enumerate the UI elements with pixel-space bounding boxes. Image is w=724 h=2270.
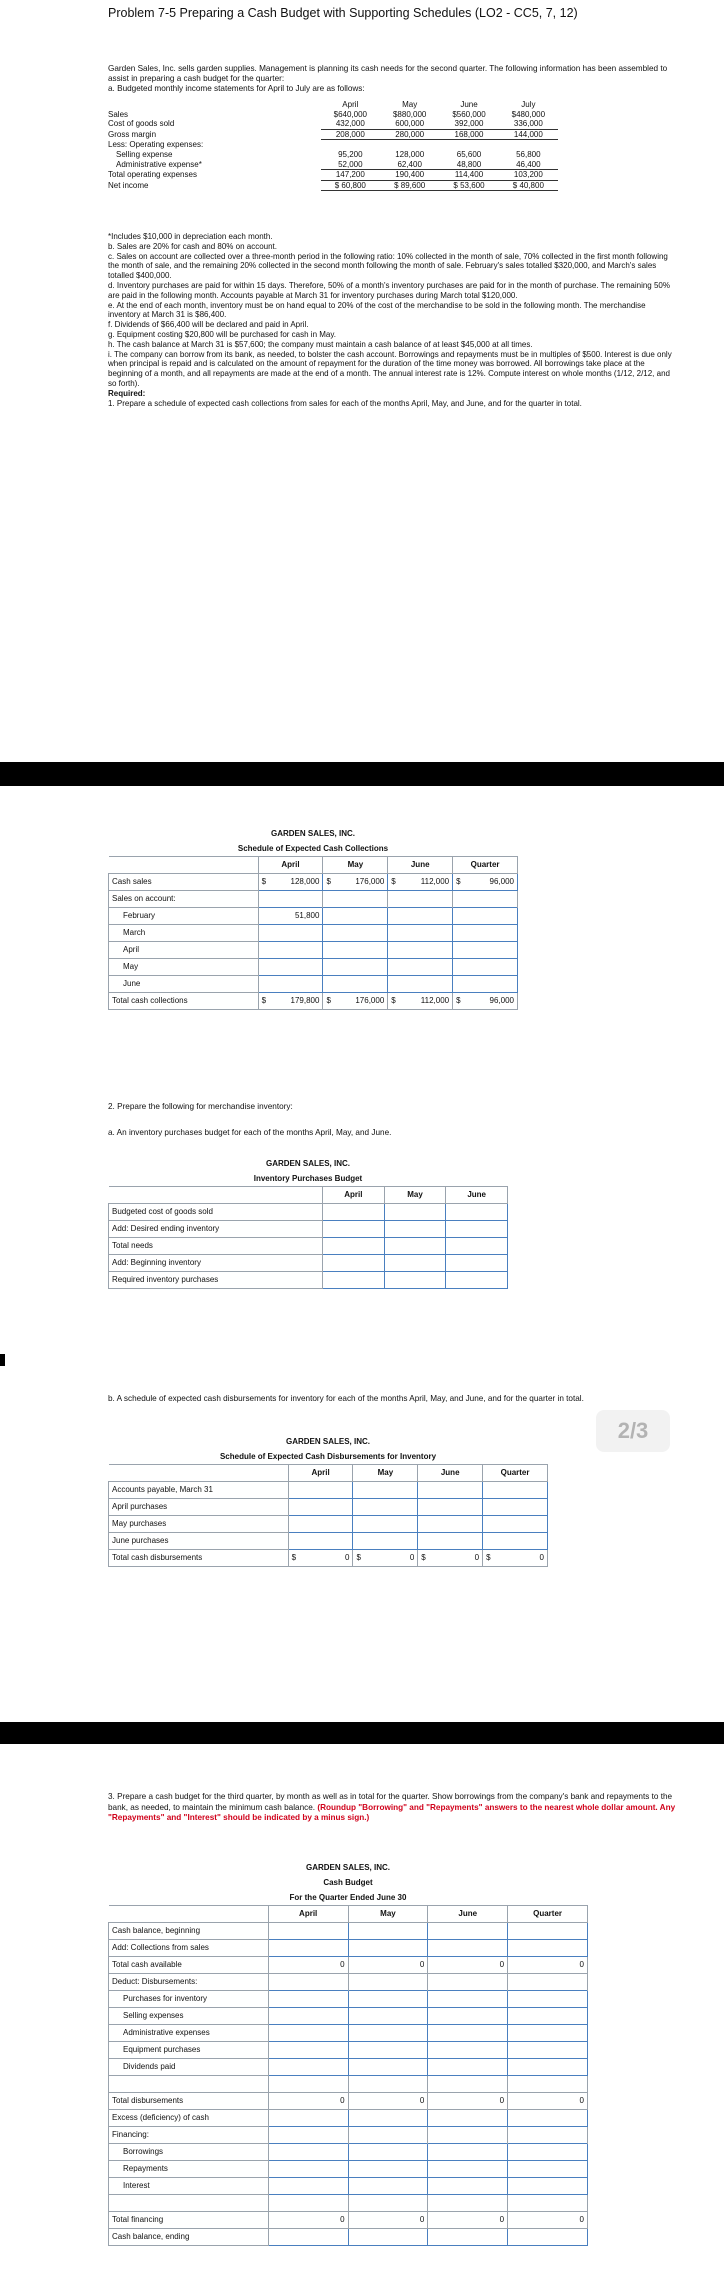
note-d: d. Inventory purchases are paid for within 15 days. Therefore, 50% of a month's inventory purchases are paid for in the month of purchase. The remaining 50% are paid in the following month. Accounts payable at March 31 for inventory purchases during March total $120,000. [108, 280, 670, 300]
is-row-total-opex: Total operating expenses 147,200 190,400 114,400 103,200 [108, 170, 558, 181]
cb-row-admin: Administrative expenses [109, 2024, 588, 2041]
collections-row-may: May [109, 958, 518, 975]
collections-row-february: February 51,800 [109, 907, 518, 924]
collections-row-total: Total cash collections $ 179,800 $ 176,000 $ 112,000 $ 96,000 [109, 992, 518, 1009]
note-b: b. Sales are 20% for cash and 80% on account. [108, 241, 277, 251]
note-footnote: *Includes $10,000 in depreciation each month. [108, 232, 273, 241]
cb-row-repayments: Repayments [109, 2160, 588, 2177]
collections-row-on-account: Sales on account: [109, 890, 518, 907]
feb-may-input[interactable] [323, 907, 388, 924]
intro-text: Garden Sales, Inc. sells garden supplies. Management is planning its cash needs for the second quarter. The following information has been assembled to assist in preparing a cash budget for the quarter: a. Budgeted monthly income statements for April to July are as follows: [108, 64, 678, 94]
feb-quarter-input[interactable] [453, 907, 518, 924]
purchases-row-desired-ending: Add: Desired ending inventory [109, 1220, 508, 1237]
cash-budget-table: GARDEN SALES, INC. Cash Budget For the Quarter Ended June 30 April May June Quarter Cash balance, beginning Add: Collections from sales Total cash available 0 0 0 0 Deduct: Disbursements: Purchases for inventory Selling expenses Administrative expenses Equipment purchases Dividends paid Total disbursements 0 0 0 0 Excess (deficiency) of cash Financing: Borrowings Repayments Interest Total financing 0 0 0 0 Cash balance, ending [108, 1860, 588, 2246]
requirement-2: 2. Prepare the following for merchandise inventory: [108, 1102, 293, 1111]
cb-row-beginning: Cash balance, beginning [109, 1922, 588, 1939]
page-divider-2 [0, 1722, 724, 1744]
cb-row-purchases: Purchases for inventory [109, 1990, 588, 2007]
cb-row-total-available: Total cash available 0 0 0 0 [109, 1956, 588, 1973]
cb-row-deduct: Deduct: Disbursements: [109, 1973, 588, 1990]
feb-april-input[interactable]: 51,800 [258, 907, 323, 924]
note-c: c. Sales on account are collected over a three-month period in the following ratio: 10% collected in the month of sale, 70% collected in the first month following the month of sale, and the remaining 20% collected in the second month following the month of sale. February's sales totalled $320,000, and March's sales totalled $400,000. [108, 251, 668, 281]
purchases-row-beginning: Add: Beginning inventory [109, 1254, 508, 1271]
is-row-admin: Administrative expense* 52,000 62,400 48,800 46,400 [108, 160, 558, 171]
cash-sales-quarter[interactable]: $ 96,000 [453, 873, 518, 890]
disb-row-total: Total cash disbursements $ 0 $ 0 $ 0 $ 0 [109, 1549, 548, 1566]
rounding-instruction: (Roundup "Borrowing" and "Repayments" answers to the nearest whole dollar amount. Any "Repayments" and "Interest" should be indicated by a minus sign.) [108, 1802, 676, 1822]
note-g: g. Equipment costing $20,800 will be purchased for cash in May. [108, 329, 336, 339]
is-row-gross-margin: Gross margin 208,000 280,000 168,000 144,000 [108, 130, 558, 141]
cb-row-equipment: Equipment purchases [109, 2041, 588, 2058]
requirement-2b: b. A schedule of expected cash disbursements for inventory for each of the months April, May, and June, and for the quarter in total. [108, 1394, 584, 1403]
cb-row-ending: Cash balance, ending [109, 2228, 588, 2245]
cb-row-collections: Add: Collections from sales [109, 1939, 588, 1956]
cb-row-selling: Selling expenses [109, 2007, 588, 2024]
disb-row-april: April purchases [109, 1498, 548, 1515]
collections-table: GARDEN SALES, INC. Schedule of Expected Cash Collections April May June Quarter Cash sales $ 128,000 $ 176,000 $ 112,000 $ 96,000 Sales on account: February 51,800 March April May June Total cash collections $ 179,800 $ 176,000 $ 112,000 $ 96,000 [108, 826, 518, 1010]
cash-sales-april[interactable]: $ 128,000 [258, 873, 323, 890]
feb-june-input[interactable] [388, 907, 453, 924]
disb-row-may: May purchases [109, 1515, 548, 1532]
notes [108, 232, 678, 408]
note-h: h. The cash balance at March 31 is $57,600; the company must maintain a cash balance of at least $45,000 at all times. [108, 339, 533, 349]
requirement-1: 1. Prepare a schedule of expected cash collections from sales for each of the months April, May, and June, and for the quarter in total. [108, 398, 582, 408]
disbursements-table: GARDEN SALES, INC. Schedule of Expected Cash Disbursements for Inventory April May June Quarter Accounts payable, March 31 April purchases May purchases June purchases Total cash disbursements $ 0 $ 0 $ 0 $ 0 [108, 1434, 548, 1567]
cash-sales-june[interactable]: $ 112,000 [388, 873, 453, 890]
purchases-row-required: Required inventory purchases [109, 1271, 508, 1288]
cash-sales-may[interactable]: $ 176,000 [323, 873, 388, 890]
page-divider [0, 762, 724, 786]
income-statement [108, 100, 558, 191]
note-f: f. Dividends of $66,400 will be declared and paid in April. [108, 320, 309, 330]
collections-row-april: April [109, 941, 518, 958]
disb-row-june: June purchases [109, 1532, 548, 1549]
cb-row-interest: Interest [109, 2177, 588, 2194]
collections-row-march: March [109, 924, 518, 941]
note-a: a. Budgeted monthly income statements for April to July are as follows: [108, 84, 365, 93]
collections-row-june: June [109, 975, 518, 992]
purchases-row-total-needs: Total needs [109, 1237, 508, 1254]
requirement-3: 3. Prepare a cash budget for the third quarter, by month as well as in total for the quarter. Show borrowings from the company's bank and repayments to the bank, as needed, to maintain the minimum cash balance. (Roundup "Borrowing" and "Repayments" answers to the nearest whole dollar amount. Any "Repayments" and "Interest" should be indicated by a minus sign.) [108, 1792, 676, 1822]
collections-row-cash-sales: Cash sales $ 128,000 $ 176,000 $ 112,000 $ 96,000 [109, 873, 518, 890]
cb-row-dividends: Dividends paid [109, 2058, 588, 2075]
purchases-row-cogs: Budgeted cost of goods sold [109, 1203, 508, 1220]
is-row-net-income: Net income $ 60,800 $ 89,600 $ 53,600 $ 40,800 [108, 181, 558, 192]
is-header-row: April May June July [342, 100, 536, 109]
collections-company: GARDEN SALES, INC. [270, 829, 355, 838]
cb-row-total-disb: Total disbursements 0 0 0 0 [109, 2092, 588, 2109]
problem-title: Problem 7-5 Preparing a Cash Budget with Supporting Schedules (LO2 - CC5, 7, 12) [108, 6, 578, 20]
cb-row-borrowings: Borrowings [109, 2143, 588, 2160]
disb-row-ap: Accounts payable, March 31 [109, 1481, 548, 1498]
is-row-cogs: Cost of goods sold 432,000 600,000 392,000 336,000 [108, 119, 558, 130]
cb-row-excess: Excess (deficiency) of cash [109, 2109, 588, 2126]
edge-marker [0, 1354, 5, 1366]
requirement-2a: a. An inventory purchases budget for each of the months April, May, and June. [108, 1128, 392, 1137]
cb-row-total-financing: Total financing 0 0 0 0 [109, 2211, 588, 2228]
is-row-selling: Selling expense 95,200 128,000 65,600 56,800 [116, 149, 541, 159]
note-e: e. At the end of each month, inventory must be on hand equal to 20% of the cost of the merchandise to be sold in the following month. The merchandise inventory at March 31 is $86,400. [108, 300, 646, 320]
collections-title: Schedule of Expected Cash Collections [237, 843, 389, 853]
page-indicator: 2/3 [596, 1410, 670, 1452]
purchases-table: GARDEN SALES, INC. Inventory Purchases Budget April May June Budgeted cost of goods sold Add: Desired ending inventory Total needs Add: Beginning inventory Required inventory purchases [108, 1156, 508, 1289]
cb-row-financing: Financing: [109, 2126, 588, 2143]
note-i: i. The company can borrow from its bank, as needed, to bolster the cash account. Borrowings and repayments must be in multiples of $500. Interest is due only when principal is repaid and is calculated on the amount of repayment for the duration of the time money was borrowed. All borrowings take place at the beginning of a month, and all repayments are made at the end of a month. The annual interest rate is 12%. Compute interest on whole months (1/12, 2/12, and so forth). [108, 349, 672, 388]
is-row-less-opex: Less: Operating expenses: [108, 140, 204, 150]
required-label: Required: [108, 388, 146, 398]
is-row-sales: Sales $640,000 $880,000 $560,000 $480,000 [108, 109, 546, 119]
